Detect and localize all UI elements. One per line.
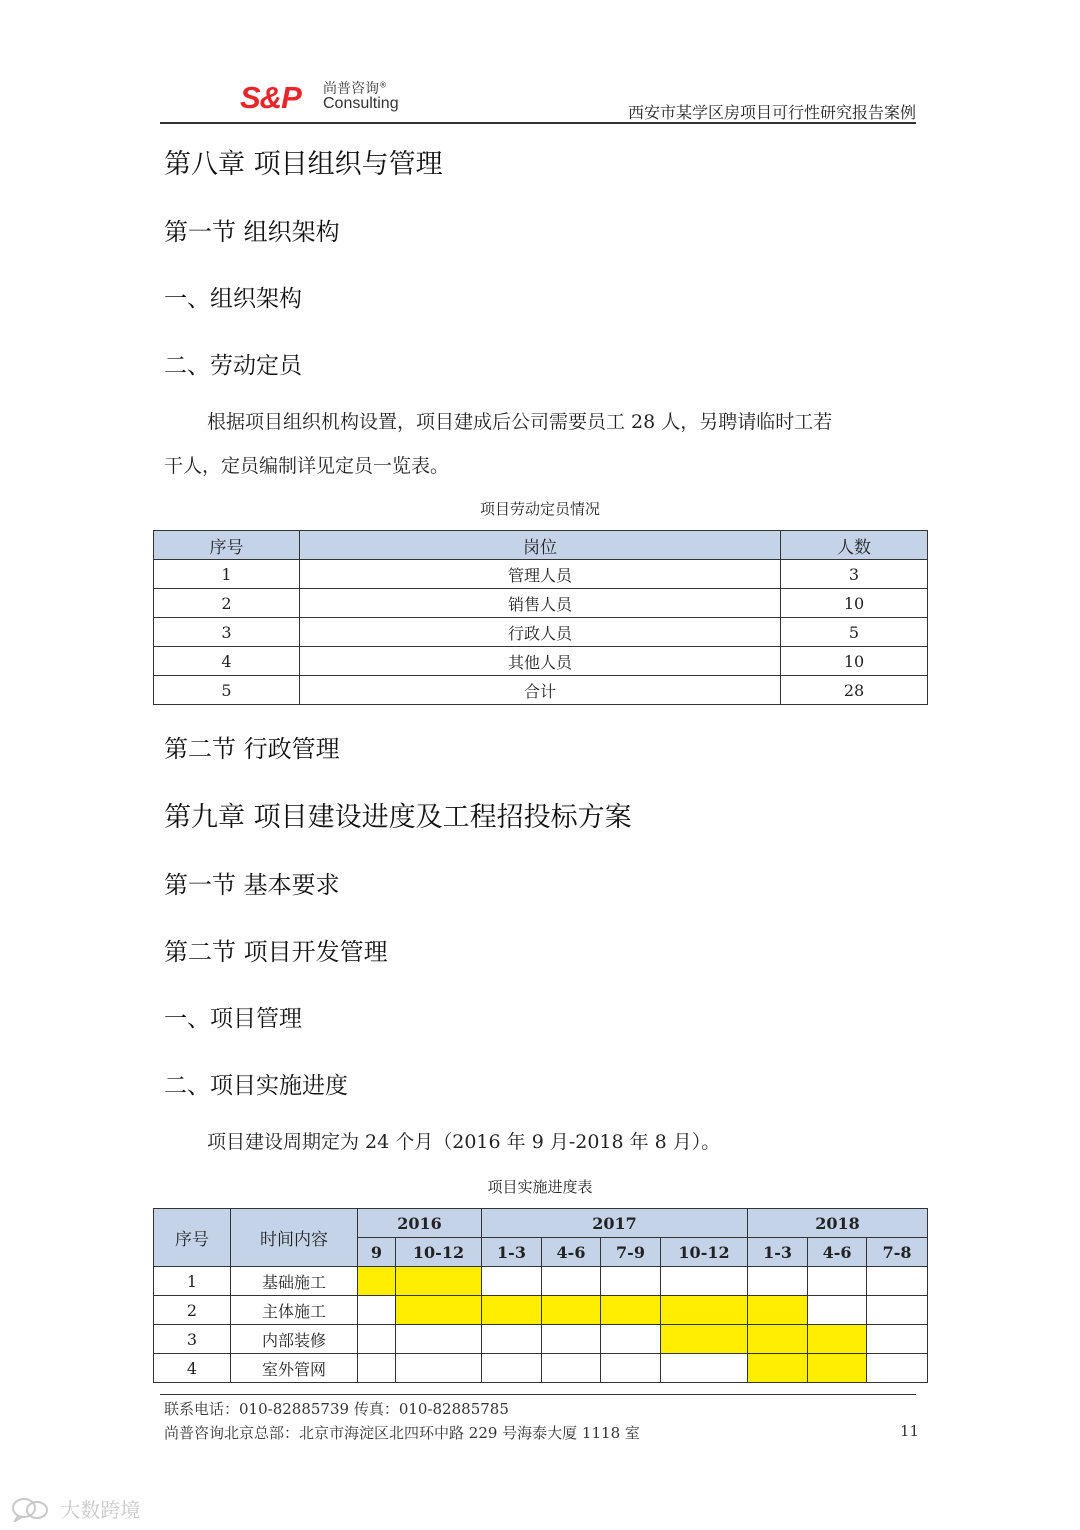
cell-position: 销售人员 bbox=[300, 589, 781, 618]
cell-no: 4 bbox=[154, 647, 300, 676]
subsection-project-management-heading: 一、项目管理 bbox=[164, 1006, 302, 1032]
gantt-cell-active bbox=[748, 1296, 808, 1325]
gantt-cell-empty bbox=[358, 1325, 396, 1354]
gantt-cell-empty bbox=[542, 1267, 601, 1296]
gantt-cell-empty bbox=[748, 1267, 808, 1296]
gantt-cell-empty bbox=[867, 1296, 928, 1325]
schedule-paragraph bbox=[164, 1120, 918, 1164]
subsection-staffing-heading: 二、劳动定员 bbox=[164, 353, 302, 379]
gantt-cell-active bbox=[808, 1325, 867, 1354]
schedule-table-caption: 项目实施进度表 bbox=[487, 1178, 593, 1196]
cell-count: 10 bbox=[781, 589, 928, 618]
table-row bbox=[154, 618, 928, 647]
gantt-cell-empty bbox=[482, 1325, 542, 1354]
year-header-2016: 2016 bbox=[358, 1209, 482, 1238]
gantt-cell-empty bbox=[867, 1354, 928, 1383]
gantt-cell-active bbox=[661, 1296, 748, 1325]
cell-task: 室外管网 bbox=[231, 1354, 358, 1383]
page-number: 11 bbox=[900, 1422, 920, 1440]
registered-mark: ® bbox=[379, 80, 387, 90]
cell-position: 管理人员 bbox=[300, 560, 781, 589]
staffing-paragraph-line-1: 根据项目组织机构设置，项目建成后公司需要员工 28 人，另聘请临时工若 bbox=[207, 411, 833, 433]
gantt-cell-empty bbox=[542, 1354, 601, 1383]
cell-no: 2 bbox=[154, 589, 300, 618]
gantt-cell-active bbox=[748, 1325, 808, 1354]
gantt-cell-empty bbox=[808, 1267, 867, 1296]
subsection-schedule-heading: 二、项目实施进度 bbox=[164, 1073, 348, 1099]
gantt-cell-active bbox=[601, 1296, 661, 1325]
cell-task: 内部装修 bbox=[231, 1325, 358, 1354]
cell-no: 2 bbox=[154, 1296, 231, 1325]
period-header: 1-3 bbox=[482, 1238, 542, 1267]
logo-english-name: Consulting bbox=[323, 95, 399, 112]
cell-no: 1 bbox=[154, 560, 300, 589]
year-header-2017: 2017 bbox=[482, 1209, 748, 1238]
column-header-no: 序号 bbox=[154, 1209, 231, 1267]
gantt-cell-active bbox=[661, 1325, 748, 1354]
gantt-cell-active bbox=[748, 1354, 808, 1383]
gantt-cell-empty bbox=[542, 1325, 601, 1354]
gantt-cell-empty bbox=[808, 1296, 867, 1325]
section-admin-heading: 第二节 行政管理 bbox=[164, 735, 340, 763]
table-header-row bbox=[154, 531, 928, 560]
column-header-content: 时间内容 bbox=[231, 1209, 358, 1267]
gantt-cell-active bbox=[396, 1296, 482, 1325]
cell-task: 基础施工 bbox=[231, 1267, 358, 1296]
staff-table bbox=[153, 530, 928, 705]
cell-count: 10 bbox=[781, 647, 928, 676]
gantt-cell-active bbox=[482, 1296, 542, 1325]
column-header-position: 岗位 bbox=[300, 531, 781, 560]
gantt-cell-empty bbox=[661, 1267, 748, 1296]
period-header: 1-3 bbox=[748, 1238, 808, 1267]
gantt-cell-empty bbox=[601, 1325, 661, 1354]
gantt-cell-active bbox=[808, 1354, 867, 1383]
gantt-cell-empty bbox=[867, 1325, 928, 1354]
year-header-2018: 2018 bbox=[748, 1209, 928, 1238]
cell-no: 3 bbox=[154, 1325, 231, 1354]
period-header: 7-9 bbox=[601, 1238, 661, 1267]
cell-count: 28 bbox=[781, 676, 928, 705]
cell-position: 合计 bbox=[300, 676, 781, 705]
section-org-structure-heading: 第一节 组织架构 bbox=[164, 218, 340, 246]
gantt-cell-empty bbox=[601, 1354, 661, 1383]
period-header: 10-12 bbox=[661, 1238, 748, 1267]
gantt-cell-empty bbox=[396, 1354, 482, 1383]
gantt-cell-empty bbox=[482, 1354, 542, 1383]
gantt-cell-empty bbox=[396, 1325, 482, 1354]
section-dev-management-heading: 第二节 项目开发管理 bbox=[164, 938, 388, 966]
period-header: 4-6 bbox=[542, 1238, 601, 1267]
table-row bbox=[154, 1296, 928, 1325]
column-header-no: 序号 bbox=[154, 531, 300, 560]
cell-no: 1 bbox=[154, 1267, 231, 1296]
footer-divider bbox=[160, 1394, 916, 1395]
schedule-table bbox=[153, 1208, 928, 1383]
gantt-cell-active bbox=[396, 1267, 482, 1296]
cell-count: 5 bbox=[781, 618, 928, 647]
chapter-9-heading: 第九章 项目建设进度及工程招投标方案 bbox=[164, 802, 632, 833]
table-row-total bbox=[154, 676, 928, 705]
table-row bbox=[154, 560, 928, 589]
cell-count: 3 bbox=[781, 560, 928, 589]
gantt-cell-empty bbox=[358, 1354, 396, 1383]
document-title: 西安市某学区房项目可行性研究报告案例 bbox=[627, 103, 916, 122]
cell-task: 主体施工 bbox=[231, 1296, 358, 1325]
chapter-8-heading: 第八章 项目组织与管理 bbox=[164, 149, 443, 180]
footer-address: 尚普咨询北京总部：北京市海淀区北四环中路 229 号海泰大厦 1118 室 bbox=[164, 1424, 640, 1442]
cell-position: 其他人员 bbox=[300, 647, 781, 676]
gantt-cell-empty bbox=[867, 1267, 928, 1296]
table-row bbox=[154, 1267, 928, 1296]
table-row bbox=[154, 1325, 928, 1354]
staff-table-caption: 项目劳动定员情况 bbox=[479, 500, 600, 518]
logo-sp-mark: S&P bbox=[240, 80, 301, 115]
table-row bbox=[154, 647, 928, 676]
staffing-paragraph bbox=[164, 400, 918, 488]
schedule-paragraph-line: 项目建设周期定为 24 个月（2016 年 9 月-2018 年 8 月）。 bbox=[207, 1131, 721, 1153]
gantt-cell-empty bbox=[601, 1267, 661, 1296]
period-header: 9 bbox=[358, 1238, 396, 1267]
gantt-cell-active bbox=[358, 1267, 396, 1296]
cell-no: 3 bbox=[154, 618, 300, 647]
period-header: 7-8 bbox=[867, 1238, 928, 1267]
gantt-cell-active bbox=[542, 1296, 601, 1325]
gantt-cell-empty bbox=[482, 1267, 542, 1296]
subsection-org-structure-heading: 一、组织架构 bbox=[164, 286, 302, 312]
gantt-cell-empty bbox=[661, 1354, 748, 1383]
cell-position: 行政人员 bbox=[300, 618, 781, 647]
watermark bbox=[10, 1494, 140, 1527]
section-basic-requirements-heading: 第一节 基本要求 bbox=[164, 871, 340, 899]
period-header: 4-6 bbox=[808, 1238, 867, 1267]
period-header: 10-12 bbox=[396, 1238, 482, 1267]
table-row bbox=[154, 589, 928, 618]
column-header-count: 人数 bbox=[781, 531, 928, 560]
cell-no: 4 bbox=[154, 1354, 231, 1383]
staffing-paragraph-line-2: 干人，定员编制详见定员一览表。 bbox=[164, 455, 450, 477]
cell-no: 5 bbox=[154, 676, 300, 705]
gantt-cell-empty bbox=[358, 1296, 396, 1325]
watermark-text: 大数跨境 bbox=[60, 1498, 141, 1522]
table-row bbox=[154, 1354, 928, 1383]
chat-bubble-icon bbox=[10, 1496, 50, 1527]
year-header-row bbox=[154, 1209, 928, 1238]
footer-contact: 联系电话：010-82885739 传真：010-82885785 bbox=[164, 1400, 509, 1418]
logo-chinese-name: 尚普咨询® bbox=[323, 80, 387, 97]
header-divider bbox=[160, 122, 916, 124]
